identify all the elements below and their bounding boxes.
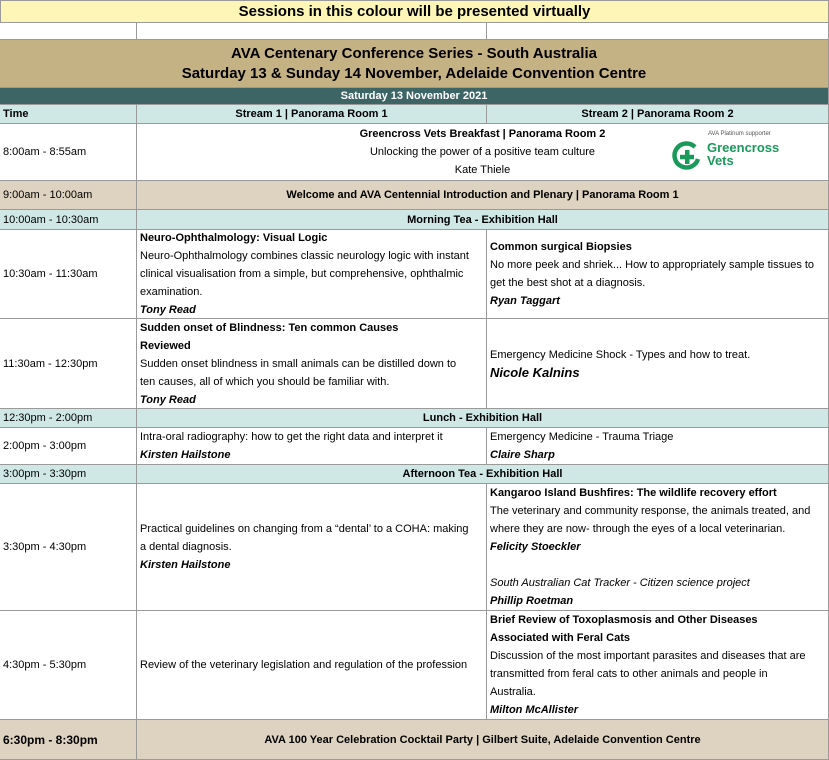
session-speaker: Milton McAllister — [490, 704, 579, 716]
conference-dates: Saturday 13 & Sunday 14 November, Adelaide Convention Centre — [181, 64, 647, 82]
session-title: a dental diagnosis. — [140, 541, 232, 553]
session-speaker: Kate Thiele — [454, 164, 511, 176]
virtual-notice: Sessions in this colour will be presented virtually — [0, 0, 829, 23]
virtual-notice-row — [0, 0, 829, 23]
stream2-session — [487, 230, 829, 319]
stream1-session — [137, 611, 487, 720]
session-desc-line: Neuro-Ophthalmology combines classic neurology logic with instant — [140, 250, 469, 262]
stream1-session — [137, 484, 487, 611]
spacer — [490, 556, 825, 574]
session-row-330 — [0, 484, 829, 611]
session-speaker: Tony Read — [140, 393, 196, 406]
break-title: Afternoon Tea - Exhibition Hall — [137, 465, 829, 484]
stream2-session — [487, 428, 829, 465]
stream2-session — [487, 319, 829, 409]
session-title: Reviewed — [140, 339, 191, 352]
session-title: Practical guidelines on changing from a “dental’ to a COHA: making — [140, 523, 469, 535]
time-cell: 2:00pm - 3:00pm — [0, 428, 137, 465]
session-speaker: Claire Sharp — [490, 449, 555, 461]
time-cell: 8:00am - 8:55am — [0, 124, 137, 181]
session-desc-line: The veterinary and community response, the animals treated, and — [490, 505, 811, 517]
column-header-row — [0, 105, 829, 124]
stream2-session — [487, 611, 829, 720]
session-title: Common surgical Biopsies — [490, 241, 632, 253]
session-speaker: Nicole Kalnins — [490, 364, 580, 380]
session-desc-line: examination. — [140, 286, 203, 298]
session-row-1030 — [0, 230, 829, 319]
morning-tea-row — [0, 210, 829, 230]
break-title: Lunch - Exhibition Hall — [137, 409, 829, 428]
session-speaker: Tony Read — [140, 304, 196, 316]
session-title: Neuro-Ophthalmology: Visual Logic — [140, 232, 328, 244]
time-cell: 3:30pm - 4:30pm — [0, 484, 137, 611]
time-cell: 10:30am - 11:30am — [0, 230, 137, 319]
stream1-session — [137, 319, 487, 409]
time-cell: 12:30pm - 2:00pm — [0, 409, 137, 428]
session-desc-line: Discussion of the most important parasites and diseases that are — [490, 650, 806, 662]
session-title: Review of the veterinary legislation and regulation of the profession — [140, 659, 468, 671]
spacer-row — [0, 23, 829, 40]
session-title: Greencross Vets Breakfast | Panorama Room 2 — [359, 128, 606, 140]
spacer-cell — [487, 23, 829, 40]
session-title: Intra-oral radiography: how to get the right data and interpret it — [140, 431, 443, 443]
column-stream2: Stream 2 | Panorama Room 2 — [487, 105, 829, 124]
time-cell: 6:30pm - 8:30pm — [0, 720, 137, 760]
breakfast-row — [0, 124, 829, 181]
stream2-session — [487, 484, 829, 611]
supporter-label: AVA Platinum supporter — [708, 131, 771, 137]
afternoon-tea-row — [0, 465, 829, 484]
session-speaker: Kirsten Hailstone — [140, 449, 231, 461]
session-row-200 — [0, 428, 829, 465]
session-row-1130 — [0, 319, 829, 409]
greencross-cross-icon — [672, 140, 702, 172]
session-desc-line: ten causes, all of which you should be familiar with. — [140, 375, 390, 388]
session-title: Associated with Feral Cats — [490, 632, 630, 644]
column-time: Time — [0, 105, 137, 124]
break-title: Morning Tea - Exhibition Hall — [137, 210, 829, 230]
session-title: Emergency Medicine - Trauma Triage — [490, 431, 674, 443]
session-title: Sudden onset of Blindness: Ten common Causes — [140, 321, 399, 334]
sponsor-name-line2: Vets — [707, 153, 734, 168]
sponsor-name-line1: Greencross — [707, 140, 780, 155]
session-speaker-2: Phillip Roetman — [490, 595, 574, 607]
spacer-cell — [137, 23, 487, 40]
session-speaker: Ryan Taggart — [490, 295, 560, 307]
day-label: Saturday 13 November 2021 — [0, 88, 829, 105]
session-desc-line: clinical visualisation from a simple, but comprehensive, ophthalmic — [140, 268, 464, 280]
greencross-vets-logo — [672, 130, 782, 174]
session-row-430 — [0, 611, 829, 720]
conference-title: AVA Centenary Conference Series - South Australia — [231, 44, 597, 62]
session-title: Kangaroo Island Bushfires: The wildlife recovery effort — [490, 487, 777, 499]
session-desc-line: Sudden onset blindness in small animals can be distilled down to — [140, 357, 457, 370]
session-title: Brief Review of Toxoplasmosis and Other Diseases — [490, 614, 758, 626]
time-cell: 4:30pm - 5:30pm — [0, 611, 137, 720]
session-desc-line: get the best shot at a diagnosis. — [490, 277, 646, 289]
session-speaker: Kirsten Hailstone — [140, 559, 231, 571]
session-title-2: South Australian Cat Tracker - Citizen science project — [490, 577, 750, 589]
time-cell: 3:00pm - 3:30pm — [0, 465, 137, 484]
time-cell: 10:00am - 10:30am — [0, 210, 137, 230]
session-desc-line: Australia. — [490, 686, 536, 698]
session-desc-line: transmitted from feral cats to other animals and people in — [490, 668, 768, 680]
welcome-row — [0, 181, 829, 210]
time-cell: 11:30am - 12:30pm — [0, 319, 137, 409]
time-cell: 9:00am - 10:00am — [0, 181, 137, 210]
party-row — [0, 720, 829, 760]
lunch-row — [0, 409, 829, 428]
session-speaker: Felicity Stoeckler — [490, 541, 581, 553]
session-title: AVA 100 Year Celebration Cocktail Party | Gilbert Suite, Adelaide Convention Centre — [137, 720, 829, 760]
column-stream1: Stream 1 | Panorama Room 1 — [137, 105, 487, 124]
spacer-cell — [0, 23, 137, 40]
session-title: Emergency Medicine Shock - Types and how to treat. — [490, 348, 751, 361]
session-title: Welcome and AVA Centennial Introduction and Plenary | Panorama Room 1 — [137, 181, 829, 210]
day-bar — [0, 88, 829, 105]
conference-header — [0, 40, 829, 88]
session-desc-line: No more peek and shriek... How to appropriately sample tissues to — [490, 259, 815, 271]
stream1-session — [137, 230, 487, 319]
session-subtitle: Unlocking the power of a positive team culture — [369, 146, 595, 158]
session-desc-line: where they are now- through the eyes of a local veterinarian. — [490, 523, 786, 535]
stream1-session — [137, 428, 487, 465]
